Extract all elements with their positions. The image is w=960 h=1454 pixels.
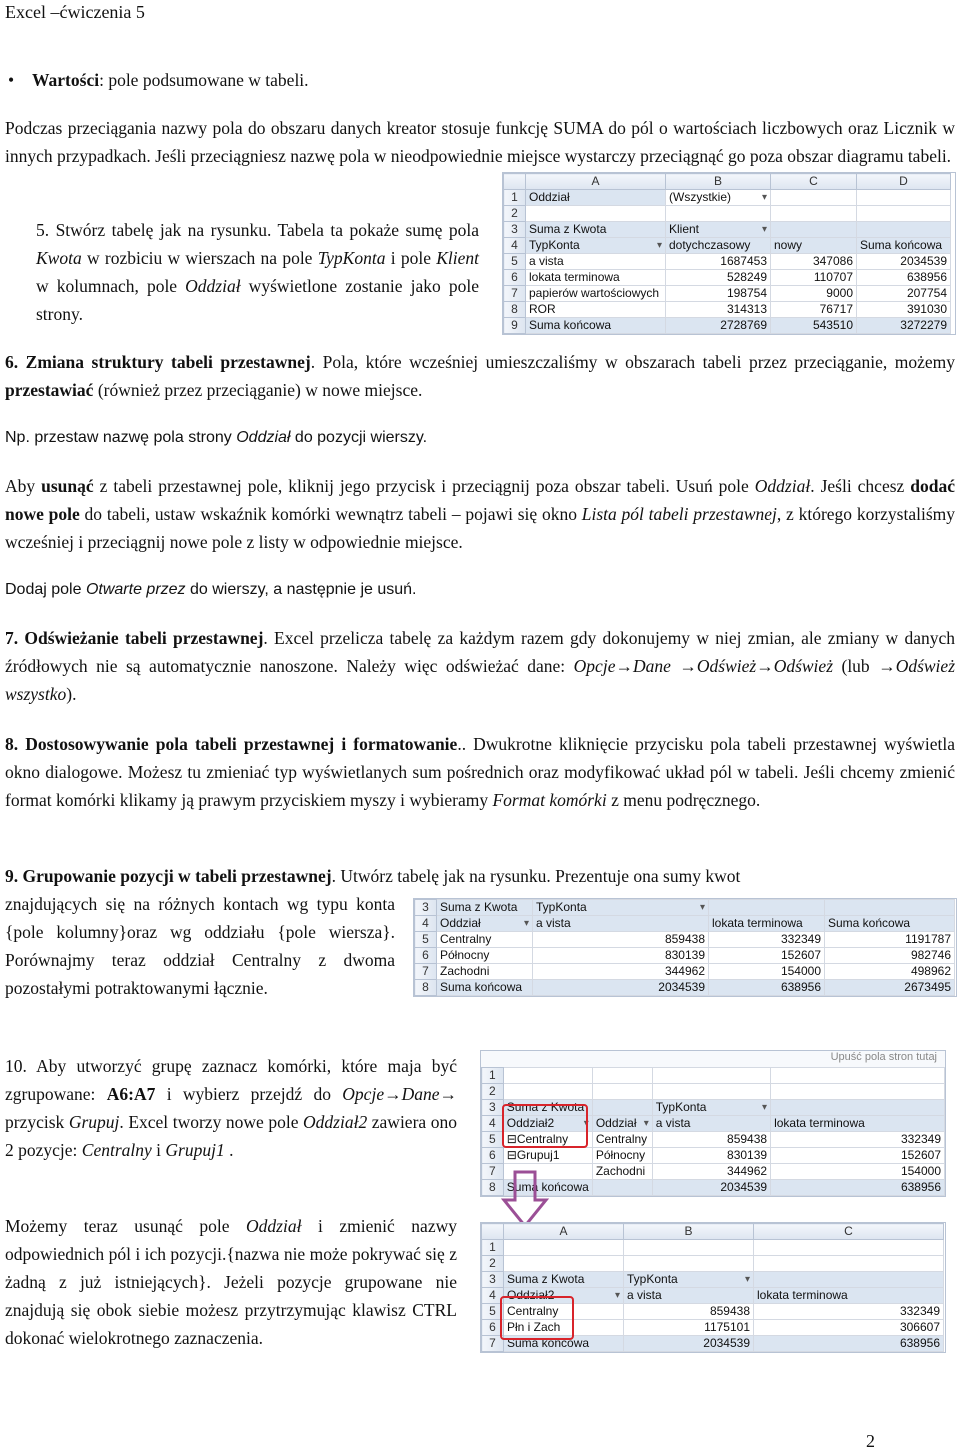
section-9-title-line: 9. Grupowanie pozycji w tabeli przestawnej. Utwórz tabelę jak na rysunku. Prezentuje ona sumy kwot (5, 866, 741, 886)
section-6-paragraph: 6. Zmiana struktury tabeli przestawnej. Pola, które wcześniej umieszczaliśmy w obszarach tabeli przez przeciąganie, możemy przestawiać (również przez przeciąganie) w nowe miejsce. (5, 352, 955, 400)
section-9-paragraph: znajdujących się na różnych kontach wg typu konta {pole kolumny}oraz wg oddziału {pole wiersza}. Porównajmy teraz oddział Centralny z dwoma pozostałymi potraktowanymi łącznie. (5, 894, 395, 998)
section-5-text: 5. Stwórz tabelę jak na rysunku. Tabela ta pokaże sumę pola Kwota w rozbiciu w wierszach na pole TypKonta i pole Klient w kolumnach, pole Oddział wyświetlone zostanie jako pole strony. (36, 220, 480, 324)
down-arrow-icon (500, 1170, 550, 1230)
bullet-rest: : pole podsumowane w tabeli. (99, 70, 309, 90)
page-number: 2 (866, 1431, 875, 1451)
np-paragraph: Np. przestaw nazwę pola strony Oddział do pozycji wierszy. (5, 429, 428, 446)
highlight-box-renamed (500, 1296, 574, 1340)
pivot-screenshot-1: A B C D 1 Oddział (Wszystkie) ▾ 2 3 Suma z Kwota Klient ▾ 4 TypKonta ▾ dotychczasowy nowy Suma końcowa 5 a vista 1687453 347086 2034539 6 lokata terminowa 528249 110707 638956 7 papierów wartościowych 198754 9000 207754 8 ROR 314313 76717 391030 9 Suma końcowa 2728769 543510 3272279 (502, 172, 956, 335)
bullet-term: Wartości (32, 70, 100, 90)
highlight-box-groups (502, 1104, 588, 1148)
remove-field-paragraph: Aby usunąć z tabeli przestawnej pole, kliknij jego przycisk i przeciągnij poza obszar tabeli. Usuń pole Oddział. Jeśli chcesz dodać nowe pole do tabeli, ustaw wskaźnik komórki wewnątrz tabeli – pojawi się okno Lista pól tabeli przestawnej, z którego korzystaliśmy wcześniej i przeciągnij nowe pole z listy w odpowiednie miejsce. (5, 476, 956, 552)
document-header: Excel –ćwiczenia 5 (5, 2, 145, 22)
section-10-paragraph: 10. Aby utworzyć grupę zaznacz komórki, które maja być zgrupowane: A6:A7 i wybierz przejdź do Opcje→Dane→ przycisk Grupuj. Excel tworzy nowe pole Oddział2 zawiera ono 2 pozycje: Centralny i Grupuj1 . (5, 1056, 457, 1160)
pivot-screenshot-2: 3 Suma z Kwota TypKonta ▾ 4 Oddział ▾ a vista lokata terminowa Suma końcowa 5 Centralny 859438 332349 1191787 6 Północny 830139 152607 982746 7 Zachodni 344962 154000 498962 8 Suma końcowa 2034539 638956 2673495 (413, 898, 957, 997)
pivot-screenshot-4: A B C 1 2 3 Suma z Kwota TypKonta ▾ 4 Oddział2 ▾ a vista lokata terminowa 5 Centralny 859438 332349 6 Płn i Zach 1175101 306607 7 Suma końcowa 2034539 638956 (480, 1222, 946, 1353)
section-8-paragraph: 8. Dostosowywanie pola tabeli przestawnej i formatowanie.. Dwukrotne kliknięcie przycisku pola tabeli przestawnej wyświetla okno dialogowe. Możesz tu zmieniać typ wyświetlanych sum pośrednich oraz modyfikować układ pól w tabeli. Jeśli chcemy zmienić format komórki klikamy ją prawym przyciskiem myszy i wybieramy Format komórki z menu podręcznego. (5, 734, 956, 810)
pivot-screenshot-3: Upuść pola stron tutaj 1 2 3 Suma z Kwota TypKonta ▾ 4 Oddział2 ▾ Oddział ▾ a vista lokata terminowa 5 ⊟Centralny Centralny 859438 332349 6 ⊟Grupuj1 Północny 830139 152607 7 Zachodni 344962 154000 8 Suma końcowa 2034539 638956 (480, 1050, 946, 1197)
rename-paragraph: Możemy teraz usunąć pole Oddział i zmienić nazwy odpowiednich pól i ich pozycji.{nazwa nie może pokrywać się z żadną z już istniejących}. Jeżeli pozycje grupowane nie znajdują się obok siebie możesz przytrzymując klawisz CTRL dokonać wielokrotnego zaznaczenia. (5, 1216, 457, 1348)
intro-paragraph: Podczas przeciągania nazwy pola do obszaru danych kreator stosuje funkcję SUMA do pól o wartościach liczbowych oraz Licznik w innych przypadkach. Jeśli przeciągniesz nazwę pola w nieodpowiednie miejsce wystarczy przeciągnąć go poza obszar diagramu tabeli. (5, 118, 955, 166)
add-field-paragraph: Dodaj pole Otwarte przez do wierszy, a następnie je usuń. (5, 581, 417, 598)
drop-page-fields-label: Upuść pola stron tutaj (481, 1051, 945, 1067)
section-7-paragraph: 7. Odświeżanie tabeli przestawnej. Excel przelicza tabelę za każdym razem gdy dokonujemy w niej zmian, ale zmiany w danych źródłowych nie są automatycznie nanoszone. Należy więc odświeżać dane: Opcje→Dane →Odśwież→Odśwież (lub →Odśwież wszystko). (5, 628, 955, 704)
bullet-values (32, 66, 932, 94)
